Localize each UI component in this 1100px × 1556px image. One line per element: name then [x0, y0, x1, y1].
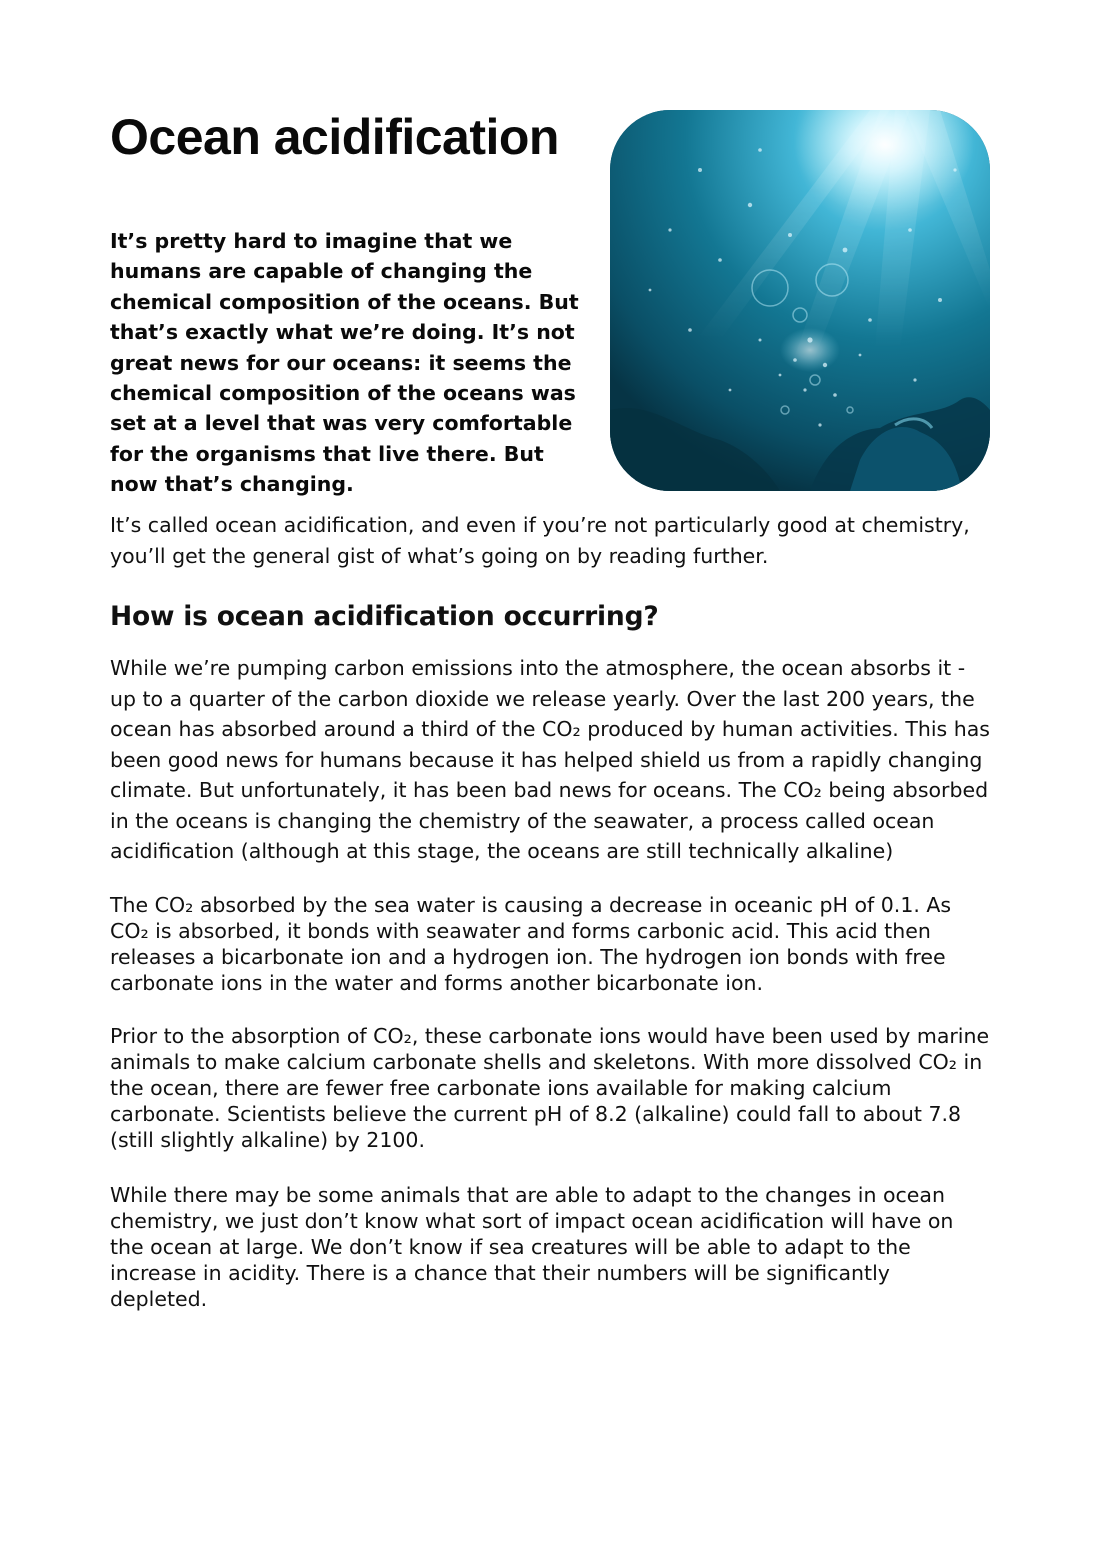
- body-paragraph: Prior to the absorption of CO₂, these carbonate ions would have been used by marine animals to make calcium carbonate shells and skeletons. With more dissolved CO₂ in the ocean, there are fewer free carbonate ions available for making calcium carbonate. Scientists believe the current pH of 8.2 (alkaline) could fall to about 7.8 (still slightly alkaline) by 2100.: [110, 1024, 990, 1153]
- underwater-photo-illustration: [610, 110, 990, 491]
- body-paragraph: The CO₂ absorbed by the sea water is causing a decrease in oceanic pH of 0.1. As CO₂ is absorbed, it bonds with seawater and forms carbonic acid. This acid then releases a bicarbonate ion and a hydrogen ion. The hydrogen ion bonds with free carbonate ions in the water and forms another bicarbonate ion.: [110, 893, 952, 996]
- underwater-photo: [610, 110, 990, 491]
- page-title: Ocean acidification: [110, 109, 559, 165]
- section-heading: How is ocean acidification occurring?: [110, 601, 659, 632]
- body-paragraph: While we’re pumping carbon emissions into the atmosphere, the ocean absorbs it - up to a quarter of the carbon dioxide we release yearly. Over the last 200 years, the ocean has absorbed around a third of the CO₂ produced by human activities. This has been good news for humans because it has helped shield us from a rapidly changing climate. But unfortunately, it has been bad news for oceans. The CO₂ being absorbed in the oceans is changing the chemistry of the seawater, a process called ocean acidification (although at this stage, the oceans are still technically alkaline): [110, 656, 990, 863]
- intro-paragraph: It’s pretty hard to imagine that we humans are capable of changing the chemical composition of the oceans. But that’s exactly what we’re doing. It’s not great news for our oceans: it seems the chemical composition of the oceans was set at a level that was very comfortable for the organisms that live there. But now that’s changing.: [110, 229, 579, 497]
- body-paragraph: While there may be some animals that are able to adapt to the changes in ocean chemistry, we just don’t know what sort of impact ocean acidification will have on the ocean at large. We don’t know if sea creatures will be able to adapt to the increase in acidity. There is a chance that their numbers will be significantly depleted.: [110, 1183, 954, 1312]
- lead-paragraph: It’s called ocean acidification, and even if you’re not particularly good at chemistry, you’ll get the general gist of what’s going on by reading further.: [110, 513, 970, 568]
